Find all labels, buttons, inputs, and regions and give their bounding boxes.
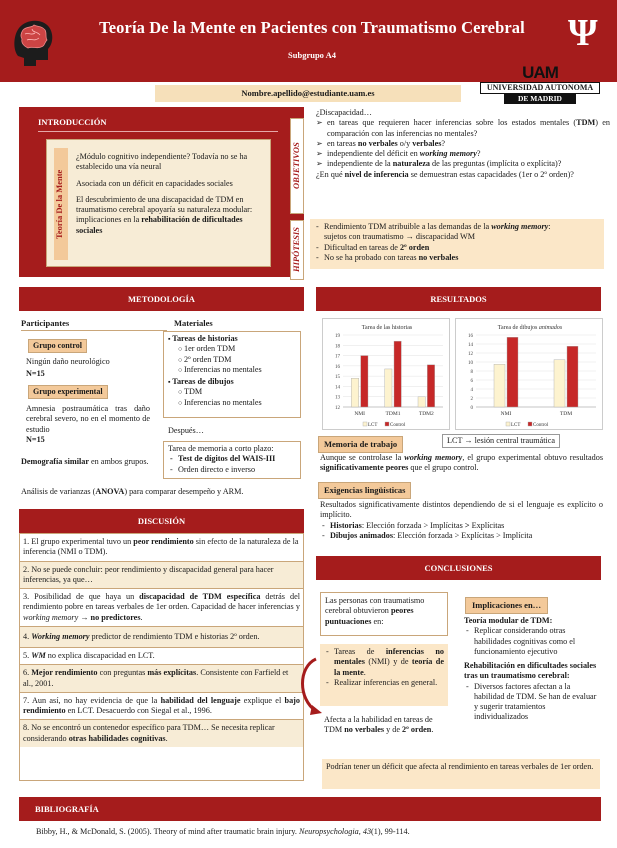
bar-control xyxy=(507,337,518,407)
legend-label: LCT xyxy=(368,423,378,428)
y-tick-label: 0 xyxy=(470,406,473,411)
y-tick-label: 8 xyxy=(470,370,473,375)
y-tick-label: 14 xyxy=(335,385,340,391)
university-name: UNIVERSIDAD AUTONOMA xyxy=(480,82,600,94)
y-tick-label: 13 xyxy=(335,395,340,401)
grupo-control-label: Grupo control xyxy=(28,339,87,353)
bibliografia-reference: Bibby, H., & McDonald, S. (2005). Theory of mind after traumatic brain injury. Neuropsychologia, 43(1), 99-114. xyxy=(36,827,410,836)
bar-control xyxy=(361,356,368,407)
chart-title: Tarea de las historias xyxy=(361,325,413,331)
objetivos-bullet: ➢ independiente de la naturaleza de las preguntas (implícita o explícita)? xyxy=(316,159,562,169)
bibliografia-heading: BIBLIOGRAFÍA xyxy=(19,797,601,821)
intro-text xyxy=(76,152,266,236)
grupo-experimental-label: Grupo experimental xyxy=(28,385,108,399)
y-tick-label: 14 xyxy=(468,343,473,348)
university-city: DE MADRID xyxy=(504,94,576,104)
brain-logo-icon xyxy=(12,16,54,68)
y-tick-label: 18 xyxy=(335,344,340,350)
bar-lct xyxy=(418,397,425,407)
bar-lct xyxy=(554,360,565,407)
metodologia-heading: METODOLOGÍA xyxy=(19,287,304,311)
implicaciones-label: Implicaciones en… xyxy=(465,597,548,614)
exigencias-label: Exigencias lingüísticas xyxy=(318,482,411,499)
dibujos-list: ○ TDM ○ Inferencias no mentales xyxy=(178,387,262,407)
bar-control xyxy=(427,365,434,407)
materiales-box: ▪ Tareas de historias ○ 1er orden TDM ○ 2º orden TDM ○ Inferencias no mentales ▪ Tareas de dibujos ○ TDM ○ Inferencias no mentales xyxy=(163,331,301,418)
intro-paragraph-1: ¿Módulo cognitivo independiente? Todavía no se ha establecido una vía neural xyxy=(76,152,248,172)
y-tick-label: 12 xyxy=(335,406,340,411)
memoria-trabajo-label: Memoria de trabajo xyxy=(318,436,403,453)
participantes-underline xyxy=(21,330,167,331)
conclusion-box-1: Las personas con traumatismo cerebral obtuvieron peores puntuaciones en: xyxy=(320,592,448,636)
objetivos-question-2: ¿En qué nivel de inferencia se demuestran estas capacidades (1er o 2º orden)? xyxy=(316,169,574,179)
hipotesis-label: HIPÓTESIS xyxy=(290,220,304,280)
demografia-text: Demografía similar en ambos grupos. xyxy=(21,457,149,466)
y-tick-label: 16 xyxy=(468,334,473,339)
discusion-item: 1. El grupo experimental tuvo un peor rendimiento sin efecto de la naturaleza de la inferencia (NMI o TDM). xyxy=(20,534,303,562)
discusion-item: 3. Posibilidad de que haya un discapacidad de TDM específica detrás del rendimiento pobre en tareas verbales de 1er orden. Capacidad de hacer inferencias y working memory → no predictores. xyxy=(20,589,303,627)
y-tick-label: 19 xyxy=(335,334,340,339)
objetivos-question-1: ¿Discapacidad… xyxy=(316,108,372,117)
conclusion-box-4: Podrían tener un déficit que afecta al rendimiento en tareas verbales de 1er orden. xyxy=(322,759,600,789)
historias-list: ○ 1er orden TDM ○ 2º orden TDM ○ Inferencias no mentales xyxy=(178,344,262,374)
hipotesis-item: - Rendimiento TDM atribuible a las demandas de la working memory: sujetos con traumatismo → discapacidad WM xyxy=(314,222,600,243)
bar-control xyxy=(394,341,401,407)
materiales-heading: Materiales xyxy=(174,318,213,328)
objetivos-text xyxy=(316,108,610,180)
analisis-text: Análisis de varianzas (ANOVA) para comparar desempeño y ARM. xyxy=(21,487,244,496)
x-tick-label: TDM1 xyxy=(385,411,401,417)
chart-dibujos xyxy=(455,318,603,430)
bar-lct xyxy=(385,369,392,407)
y-tick-label: 15 xyxy=(335,375,340,381)
discusion-item: 6. Mejor rendimiento con preguntas más explícitas. Consistente con Farfield et al., 2001. xyxy=(20,665,303,693)
discusion-item: 2. No se puede concluir: peor rendimiento y discapacidad general para hacer inferencias, ya que… xyxy=(20,562,303,590)
bar-lct xyxy=(494,364,505,407)
discusion-item: 4. Working memory predictor de rendimiento TDM e historias 2º orden. xyxy=(20,627,303,648)
uam-logo xyxy=(480,64,600,108)
hipotesis-box xyxy=(310,219,604,269)
legend-label: LCT xyxy=(511,423,521,428)
legend-swatch xyxy=(506,422,510,426)
hipotesis-item: - Dificultad en tareas de 2º orden xyxy=(314,243,600,253)
y-tick-label: 17 xyxy=(335,354,340,360)
grupo-control-desc: Ningún daño neurológico N=15 xyxy=(26,357,110,378)
x-tick-label: TDM xyxy=(559,411,573,417)
intro-divider xyxy=(38,131,278,132)
poster-subtitle: Subgrupo A4 xyxy=(288,50,336,60)
implicaciones-text: Teoría modular de TDM: - Replicar considerando otras habilidades cognitivas como el funcionamiento ejecutivo Rehabilitación en dificultades sociales tras un traumatismo cerebral: - Diversos factores afectan a la habilidad de TDM. Se han de evaluar y sugerir tratamientos individualizados xyxy=(464,616,600,723)
legend-swatch xyxy=(385,422,389,426)
conclusion-item: - Tareas de inferencias no mentales (NMI) y de teoría de la mente. xyxy=(324,647,444,678)
objetivos-bullet: ➢ en tareas no verbales o/y verbales? xyxy=(316,138,446,148)
objetivos-bullet: ➢ independiente del déficit en working memory? xyxy=(316,149,481,158)
conclusion-box-2 xyxy=(320,644,448,706)
exigencias-text: Resultados significativamente distintos dependiendo de si el lenguaje es explícito o implícito. - Historias: Elección forzada > Implícitas > Explícitas - Dibujos animados: Elección forzada > Explícitas > Implícita xyxy=(320,500,603,541)
y-tick-label: 16 xyxy=(335,364,340,370)
x-tick-label: TDM2 xyxy=(418,411,434,417)
bar-lct xyxy=(351,378,358,407)
grupo-experimental-desc: Amnesia postraumática tras daño cerebral severo, no en el momento de estudio N=15 xyxy=(26,404,150,444)
resultados-heading: RESULTADOS xyxy=(316,287,601,311)
legend-label: Control xyxy=(390,423,406,428)
chart-historias xyxy=(322,318,450,430)
x-tick-label: NMI xyxy=(500,411,512,417)
contact-email: Nombre.apellido@estudiante.uam.es xyxy=(155,85,461,102)
objetivos-bullet: ➢ en tareas que requieren hacer inferencias sobre los estados mentales (TDM) en comparación con las inferencias no mentales? xyxy=(316,118,610,138)
x-tick-label: NMI xyxy=(354,411,366,417)
lct-note: LCT → lesión central traumática xyxy=(442,434,560,448)
chart-title: Tarea de dibujos animados xyxy=(497,325,563,331)
intro-side-label: Teoría De la Mente xyxy=(54,148,68,260)
discusion-item: 7. Aun así, no hay evidencia de que la habilidad del lenguaje explique el bajo rendimiento en LCT. Desacuerdo con Siegal et al., 1996. xyxy=(20,693,303,721)
uam-logo-mark: UAM xyxy=(522,63,558,82)
y-tick-label: 12 xyxy=(468,352,473,357)
discusion-item: 8. No se encontró un contenedor específico para TDM… Se necesita replicar considerando otras habilidades cognitivas. xyxy=(20,720,303,747)
y-tick-label: 10 xyxy=(468,361,473,366)
memoria-task-box: Tarea de memoria a corto plazo: - Test de dígitos del WAIS-III - Orden directo e inverso xyxy=(163,441,301,479)
memoria-text: Aunque se controlase la working memory, el grupo experimental obtuvo resultados significativamente peores que el grupo control. xyxy=(320,453,604,473)
bar-control xyxy=(567,346,578,407)
exigencias-item: - Historias: Elección forzada > Implícitas > Explícitas xyxy=(320,521,603,531)
intro-paragraph-3: El descubrimiento de una discapacidad de TDM en traumatismo cerebral apoyaría su naturaleza modular: implicaciones en la rehabilitación de dificultades sociales xyxy=(76,194,253,235)
discusion-heading: DISCUSIÓN xyxy=(19,509,304,533)
despues-label: Después… xyxy=(168,426,204,435)
intro-paragraph-2: Asociada con un déficit en capacidades sociales xyxy=(76,178,233,188)
legend-label: Control xyxy=(533,423,549,428)
exigencias-item: - Dibujos animados: Elección forzada > Explícitas > Implícita xyxy=(320,531,603,541)
intro-heading: INTRODUCCIÓN xyxy=(38,117,107,127)
y-tick-label: 4 xyxy=(470,388,473,393)
psi-icon: Ψ xyxy=(568,12,598,54)
curved-arrow-icon xyxy=(296,655,324,717)
legend-swatch xyxy=(363,422,367,426)
objetivos-label: OBJETIVOS xyxy=(290,118,304,214)
conclusiones-heading: CONCLUSIONES xyxy=(316,556,601,580)
discusion-item: 5. WM no explica discapacidad en LCT. xyxy=(20,648,303,665)
legend-swatch xyxy=(528,422,532,426)
y-tick-label: 6 xyxy=(470,379,473,384)
conclusion-item: - Realizar inferencias en general. xyxy=(324,678,444,688)
participantes-heading: Participantes xyxy=(21,318,70,328)
conclusion-box-3: Afecta a la habilidad en tareas de TDM no verbales y de 2º orden. xyxy=(324,715,434,735)
poster-title: Teoría De la Mente en Pacientes con Traumatismo Cerebral xyxy=(99,18,525,37)
y-tick-label: 2 xyxy=(470,397,473,402)
hipotesis-item: - No se ha probado con tareas no verbales xyxy=(314,253,600,263)
discusion-list xyxy=(19,533,304,781)
